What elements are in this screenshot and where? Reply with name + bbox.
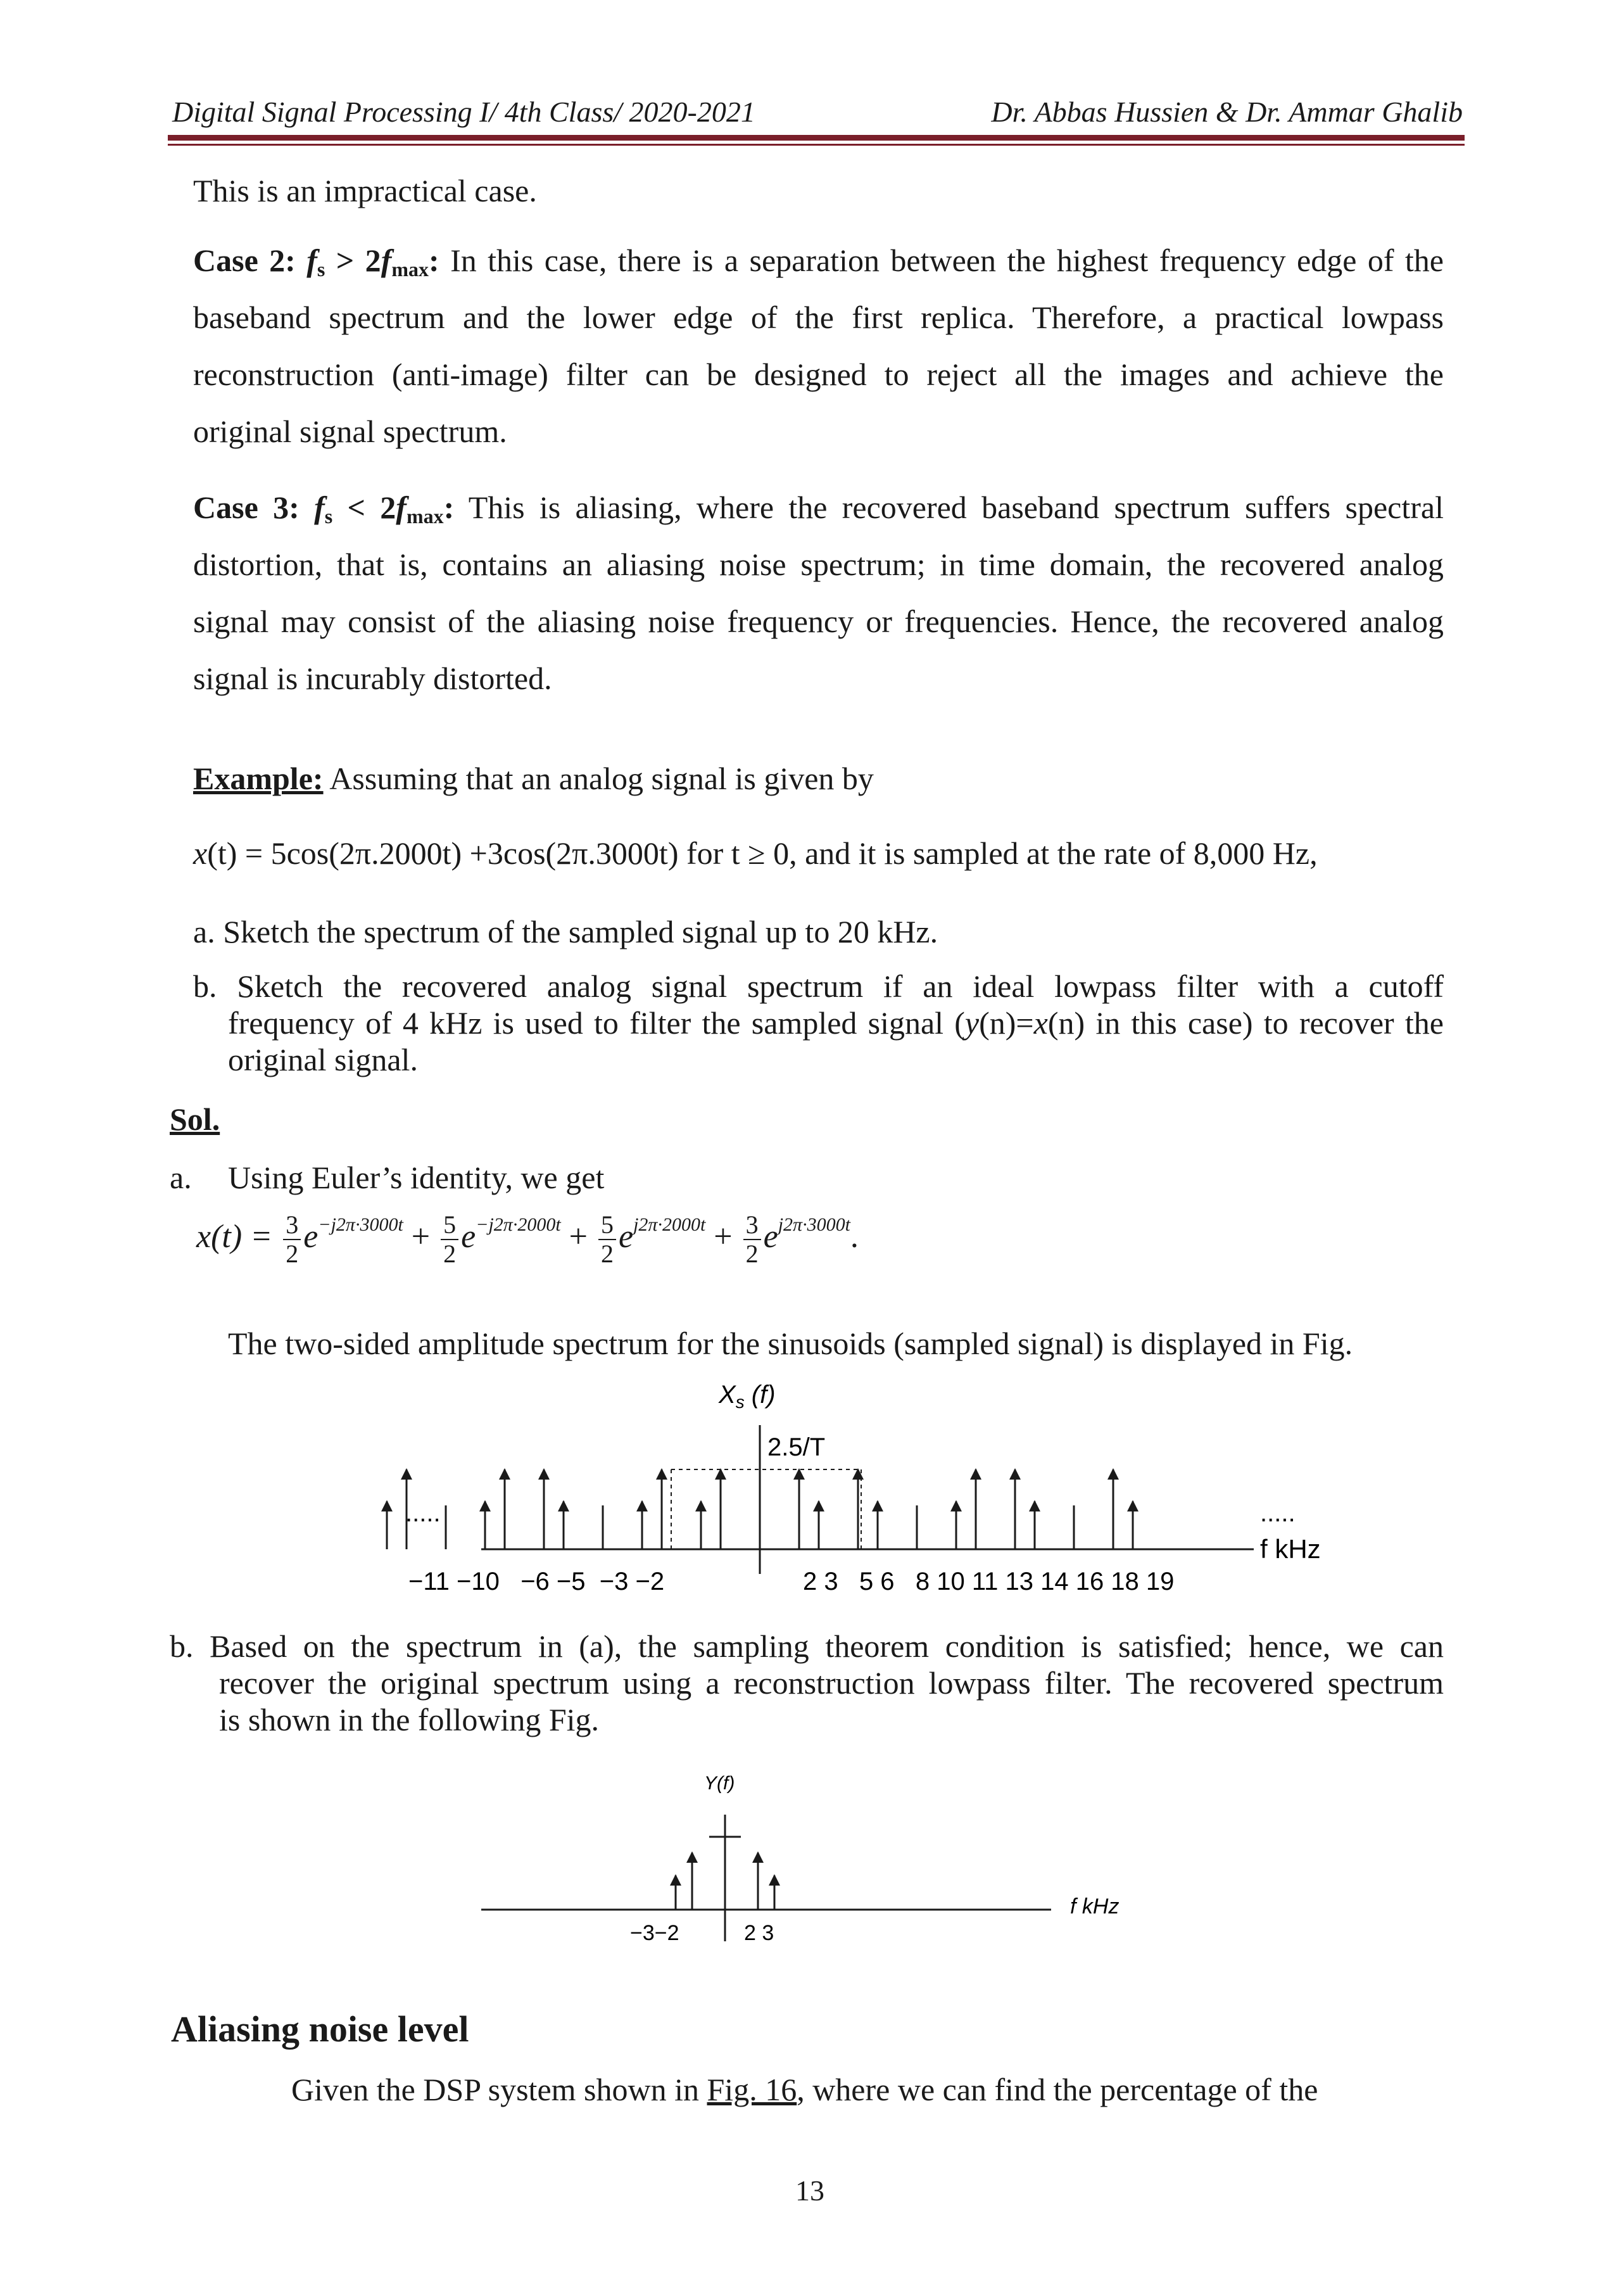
- example-item-b: [193, 968, 1444, 1078]
- example-eq-rest: (t) = 5cos(2π.2000t) +3cos(2π.3000t) for t ≥ 0, and it is sampled at the rate of 8,000 Hz,: [207, 835, 1318, 871]
- fig2-ylabel: Y(f): [704, 1773, 735, 1794]
- example-intro-text: Assuming that an analog signal is given by: [323, 761, 874, 796]
- fig1-stem-arrowhead: [695, 1500, 707, 1511]
- case2-line3: reconstruction (anti-image) filter can be designed to reject all the images and achieve the: [193, 357, 1444, 392]
- case3-max-sub: max: [406, 505, 444, 528]
- sol-b-paragraph: [170, 1628, 1444, 1738]
- euler-e2: e: [461, 1218, 476, 1255]
- euler-e1: e: [303, 1218, 319, 1255]
- example-item-b-2a: frequency of 4 kHz is used to filter the sampled signal (: [228, 1005, 965, 1041]
- example-item-b-2b: (n)=: [979, 1005, 1034, 1041]
- fig2-tick-pos: 2 3: [744, 1921, 774, 1945]
- example-intro: [193, 760, 874, 797]
- euler-d3: 2: [601, 1240, 614, 1268]
- fig1-stem-arrowhead: [381, 1500, 393, 1511]
- sol-b-line2: recover the original spectrum using a reconstruction lowpass filter. The recovered spectrum: [219, 1665, 1444, 1701]
- fig1-stem-arrowhead: [656, 1468, 667, 1480]
- header-right: Dr. Abbas Hussien & Dr. Ammar Ghalib: [991, 96, 1463, 128]
- fig2-stem-arrowhead: [670, 1874, 681, 1886]
- euler-frac-3: [598, 1211, 616, 1268]
- euler-n1: 3: [283, 1211, 301, 1240]
- case2-line2: baseband spectrum and the lower edge of the first replica. Therefore, a practical lowpass: [193, 300, 1444, 335]
- sol-b-line1: b. Based on the spectrum in (a), the sampling theorem condition is satisfied; hence, we can: [170, 1628, 1444, 1664]
- fig1-ellipsis-left: .....: [405, 1499, 441, 1527]
- case2-gt: > 2: [325, 243, 381, 278]
- euler-p2: +: [569, 1218, 588, 1255]
- euler-x1: −j2π·3000t: [318, 1214, 403, 1235]
- euler-x4: j2π·3000t: [778, 1214, 850, 1235]
- fig2-stem-arrowhead: [686, 1851, 698, 1863]
- fig2-stem-arrowhead: [769, 1874, 780, 1886]
- fig1-stem-arrowhead: [558, 1500, 569, 1511]
- euler-p1: +: [411, 1218, 431, 1255]
- euler-d4: 2: [745, 1240, 759, 1268]
- case2-colon: :: [429, 243, 439, 278]
- header-left: Digital Signal Processing I/ 4th Class/ 2020-2021: [172, 96, 755, 128]
- fig1-stem-arrowhead: [872, 1500, 883, 1511]
- fig1-stem-arrowhead: [1029, 1500, 1040, 1511]
- euler-e3: e: [619, 1218, 634, 1255]
- sol-a-text: Using Euler’s identity, we get: [228, 1160, 605, 1195]
- aliasing-heading: Aliasing noise level: [171, 2008, 469, 2050]
- euler-frac-2: [441, 1211, 458, 1268]
- fig2-x-label: f kHz: [1070, 1894, 1120, 1919]
- example-eq-x: x: [193, 835, 208, 871]
- euler-x2: −j2π·2000t: [476, 1214, 561, 1235]
- fig1-x-label: f kHz: [1260, 1534, 1321, 1564]
- fig1-stem-arrowhead: [970, 1468, 981, 1480]
- case3-label: Case 3:: [193, 490, 300, 525]
- example-equation: [193, 835, 1318, 872]
- case2-f: f: [381, 243, 392, 278]
- case3-s-sub: s: [324, 505, 333, 528]
- case3-f: f: [396, 490, 407, 525]
- example-item-b-line3: original signal.: [228, 1042, 418, 1077]
- euler-end: .: [850, 1218, 859, 1255]
- case2-label: Case 2:: [193, 243, 296, 278]
- euler-x3: j2π·2000t: [633, 1214, 706, 1235]
- aliasing-text: [291, 2071, 1318, 2108]
- euler-n2: 5: [441, 1211, 458, 1240]
- case3-line2: distortion, that is, contains an aliasing noise spectrum; in time domain, the recovered analog: [193, 547, 1444, 582]
- fig1-stem-arrowhead: [1127, 1500, 1138, 1511]
- euler-n3: 5: [598, 1211, 616, 1240]
- fig1-stem-arrowhead: [401, 1468, 412, 1480]
- fig1-tick-pos: 2 3 5 6 8 10 11 13 14 16 18 19: [803, 1568, 1175, 1595]
- aliasing-text-a: Given the DSP system shown in: [291, 2072, 707, 2107]
- fig1-stem-arrowhead: [499, 1468, 510, 1480]
- euler-e4: e: [763, 1218, 778, 1255]
- case3-line4: signal is incurably distorted.: [193, 661, 552, 696]
- example-item-b-2c: (n) in this case) to recover the: [1047, 1005, 1444, 1041]
- fig2-stem-arrowhead: [752, 1851, 764, 1863]
- header-rule-thin: [168, 144, 1465, 146]
- case3-fs: f: [314, 490, 325, 525]
- fig1-tick-neg: −11 −10 −6 −5 −3 −2: [408, 1568, 665, 1595]
- case2-line4: original signal spectrum.: [193, 414, 507, 449]
- example-item-b-line2: [228, 1005, 1444, 1041]
- case3-paragraph: [193, 489, 1444, 717]
- euler-equation: [196, 1211, 859, 1268]
- case2-paragraph: [193, 242, 1444, 470]
- case3-line3: signal may consist of the aliasing noise frequency or frequencies. Hence, the recovered analog: [193, 604, 1444, 639]
- case3-lt: < 2: [332, 490, 396, 525]
- aliasing-text-b: , where we can find the percentage of the: [797, 2072, 1318, 2107]
- fig1-stem-arrowhead: [479, 1500, 491, 1511]
- example-item-a: a. Sketch the spectrum of the sampled signal up to 20 kHz.: [193, 914, 938, 949]
- example-item-b-line1: b. Sketch the recovered analog signal spectrum if an ideal lowpass filter with a cutoff: [193, 968, 1444, 1004]
- example-item-b-2x: x: [1033, 1005, 1048, 1041]
- header-rule: [168, 135, 1465, 141]
- fig1-ylabel: $X_s$ (f): [719, 1381, 776, 1412]
- case2-s-sub: s: [317, 258, 325, 281]
- page-number: 13: [795, 2174, 824, 2207]
- euler-p3: +: [714, 1218, 733, 1255]
- fig1-stem-arrowhead: [636, 1500, 648, 1511]
- euler-lhs: x(t) =: [196, 1218, 273, 1255]
- euler-d2: 2: [443, 1240, 457, 1268]
- euler-frac-4: [743, 1211, 761, 1268]
- recovered-spectrum-figure: [481, 1770, 1178, 1960]
- example-item-b-2y: y: [964, 1005, 980, 1041]
- fig16-link[interactable]: Fig. 16: [707, 2072, 797, 2107]
- sampled-spectrum-figure: [380, 1374, 1368, 1615]
- fig1-stem-arrowhead: [950, 1500, 962, 1511]
- fig1-amp-label: 2.5/T: [767, 1433, 826, 1461]
- example-label: Example:: [193, 761, 324, 796]
- euler-n4: 3: [743, 1211, 761, 1240]
- sol-a-marker: a.: [170, 1160, 192, 1195]
- impractical-text: This is an impractical case.: [193, 173, 537, 208]
- case3-colon: :: [443, 490, 455, 525]
- case2-max-sub: max: [391, 258, 429, 281]
- sol-b-line3: is shown in the following Fig.: [219, 1702, 600, 1737]
- fig1-stem-arrowhead: [813, 1500, 824, 1511]
- fig1-stem-arrowhead: [538, 1468, 550, 1480]
- fig2-tick-neg: −3−2: [630, 1921, 679, 1945]
- case2-fs: f: [306, 243, 317, 278]
- fig1-stem-arrowhead: [1107, 1468, 1119, 1480]
- euler-d1: 2: [286, 1240, 299, 1268]
- case2-line1: In this case, there is a separation between the highest frequency edge of the: [450, 243, 1444, 278]
- sol-label: Sol.: [170, 1101, 220, 1137]
- two-sided-text: The two-sided amplitude spectrum for the sinusoids (sampled signal) is displayed in Fig.: [228, 1326, 1353, 1361]
- fig1-stem-arrowhead: [1009, 1468, 1021, 1480]
- case3-line1: This is aliasing, where the recovered baseband spectrum suffers spectral: [468, 490, 1444, 525]
- euler-frac-1: [283, 1211, 301, 1268]
- fig1-ellipsis-right: .....: [1260, 1499, 1296, 1527]
